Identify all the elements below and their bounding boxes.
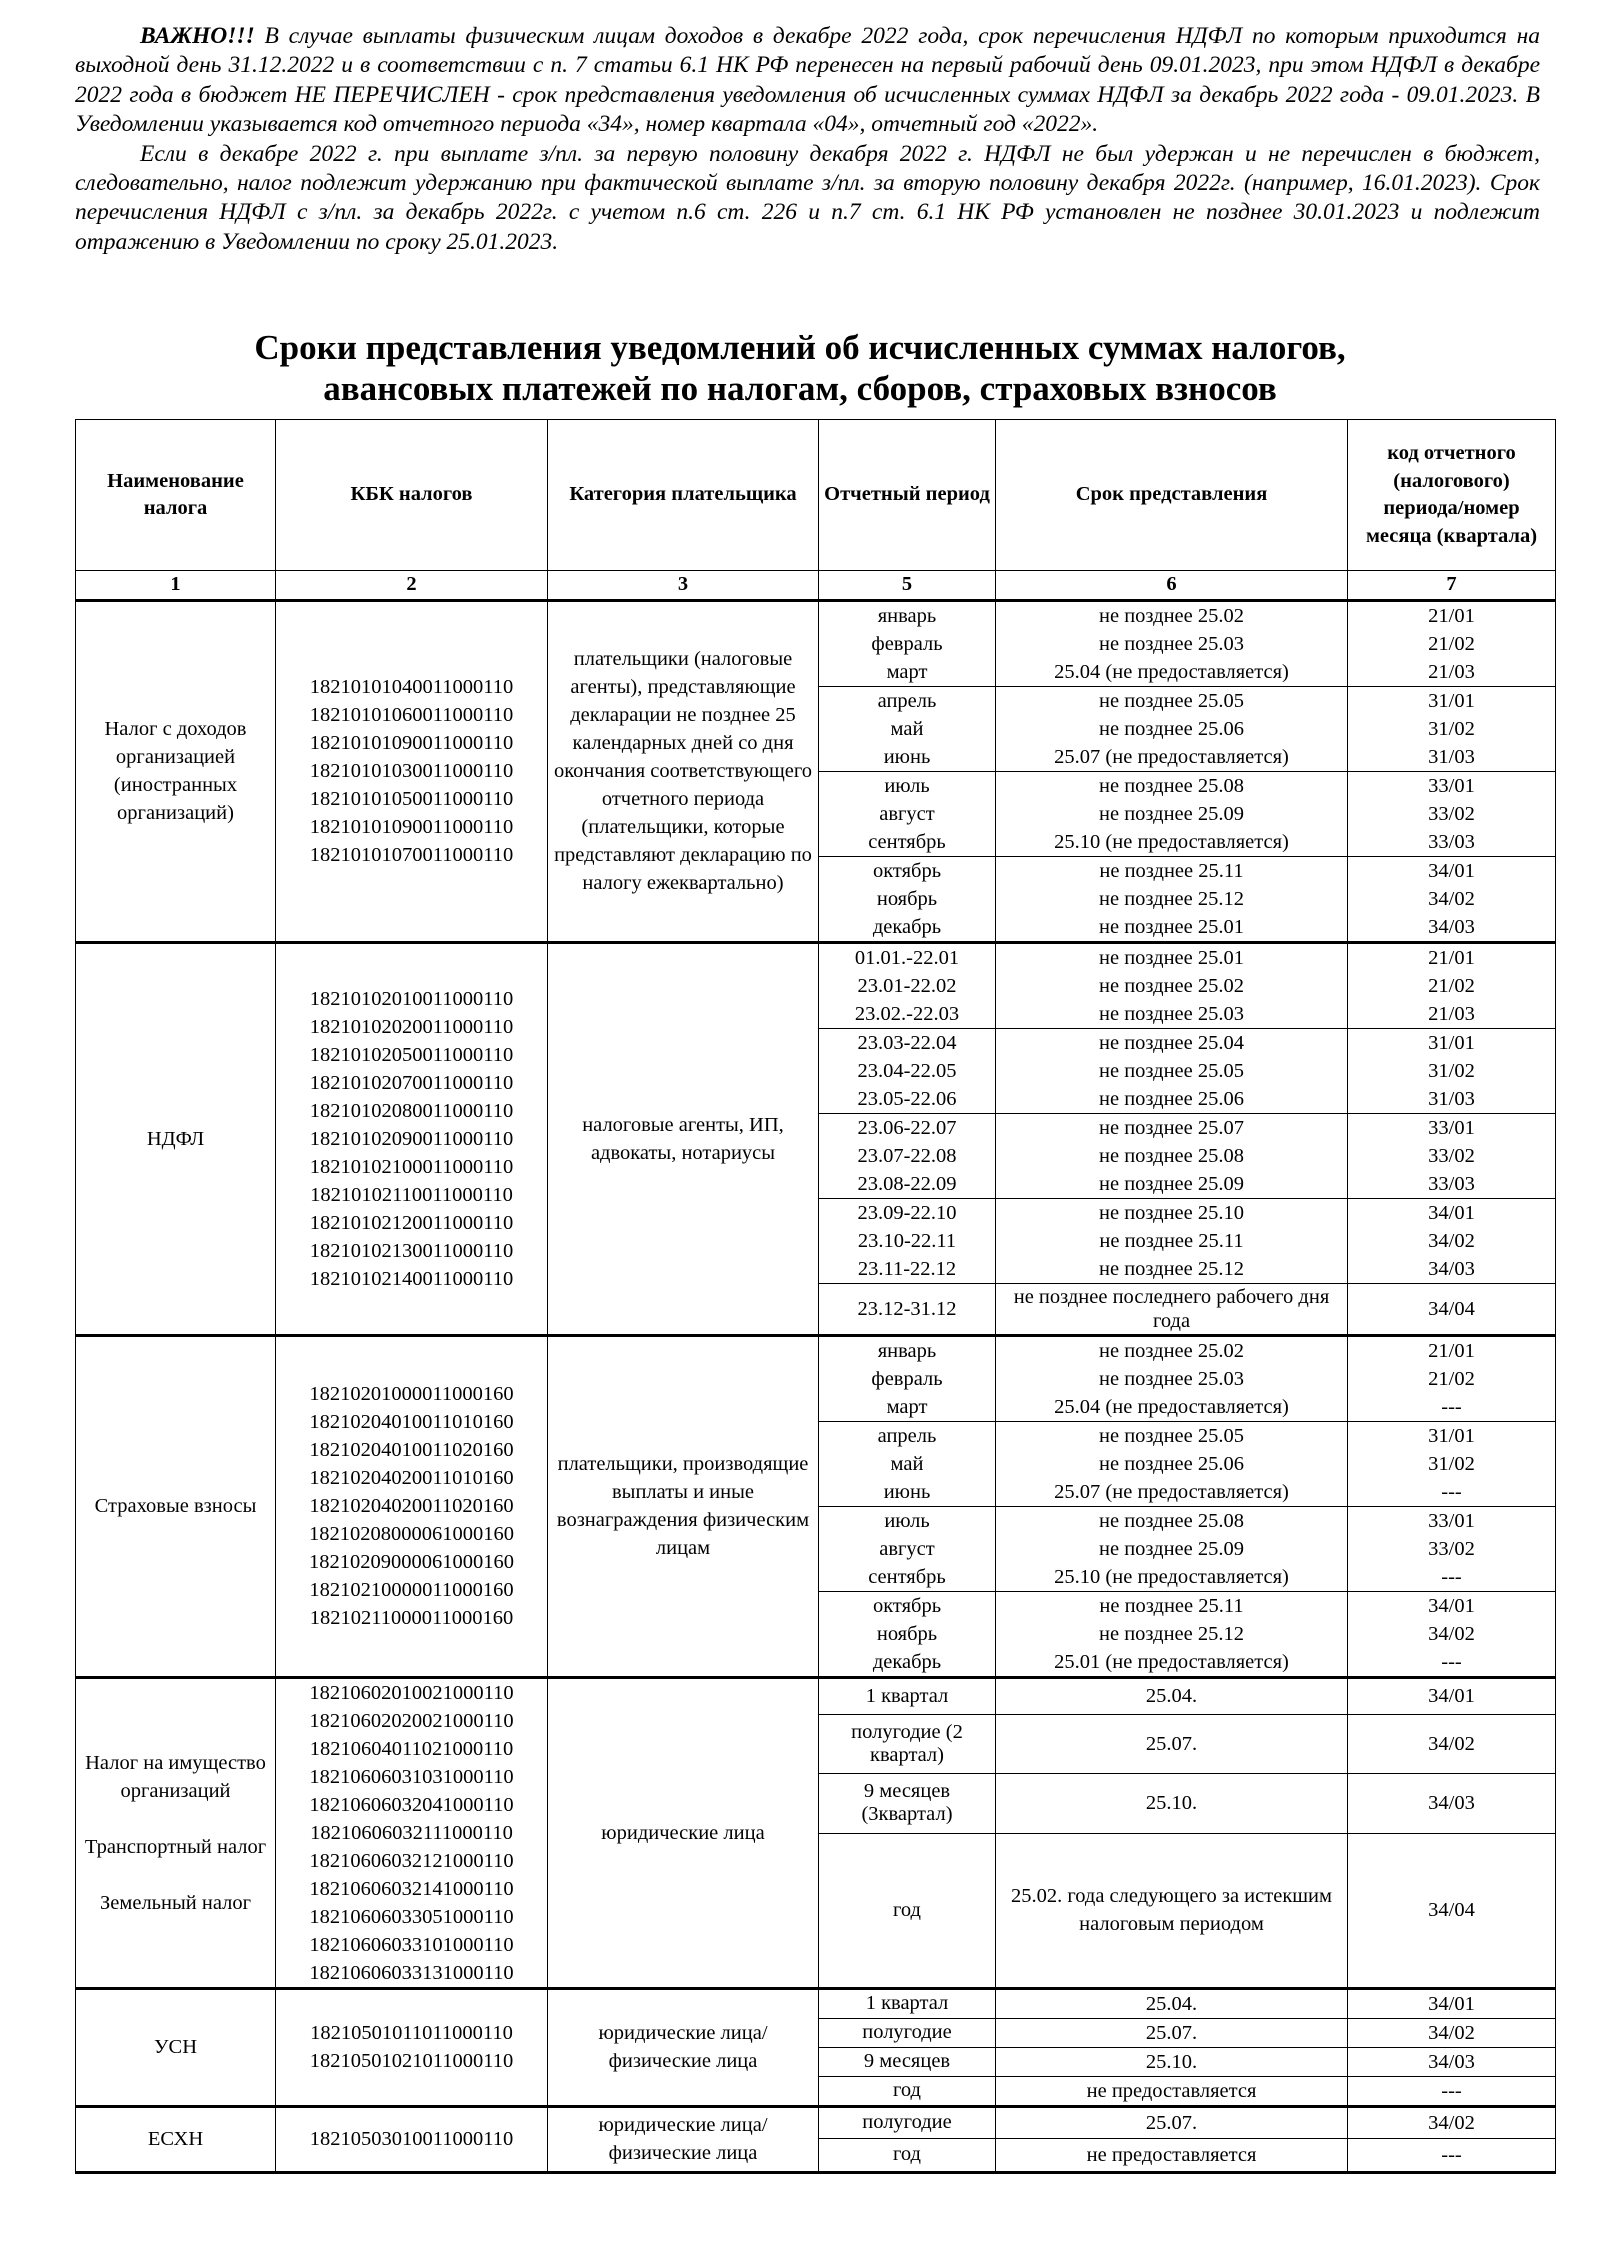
kbk-code: 18210101030011000110 [309, 760, 514, 782]
period-cell [819, 600, 996, 686]
kbk-code: 18210101090011000110 [309, 816, 514, 838]
code-item: 31/01 [1428, 689, 1475, 712]
code-item: 34/04 [1428, 1297, 1475, 1320]
category-cell: плательщики, производящие выплаты и иные вознаграждения физическим лицам [548, 1335, 819, 1677]
deadline-item: не позднее 25.03 [1099, 1002, 1244, 1025]
period-cell [819, 856, 996, 942]
code-item: 21/01 [1428, 1339, 1475, 1362]
deadline-cell [996, 771, 1348, 856]
code-cell [1348, 1421, 1556, 1506]
code-item: --- [1441, 1565, 1462, 1588]
table-row [76, 1988, 1556, 2018]
table-header [76, 420, 1556, 601]
period-item: февраль [871, 1367, 943, 1390]
kbk-code: 18210101070011000110 [309, 844, 514, 866]
period-item: июль [884, 1509, 930, 1532]
kbk-code: 18210606033131000110 [309, 1961, 514, 1984]
kbk-code: 18210204010011010160 [309, 1411, 514, 1433]
deadline-cell: 25.07. [996, 2106, 1348, 2138]
code-cell: 34/02 [1348, 2106, 1556, 2138]
tax-name-line: Земельный налог [100, 1891, 251, 1914]
deadlines-table [75, 419, 1556, 2174]
period-item: 23.09-22.10 [857, 1201, 957, 1224]
period-cell [819, 1113, 996, 1198]
code-cell [1348, 1113, 1556, 1198]
deadline-item: не позднее 25.02 [1099, 604, 1244, 627]
kbk-code: 18210606032041000110 [309, 1793, 514, 1816]
code-item: 31/02 [1428, 1452, 1475, 1475]
code-item: 33/01 [1428, 774, 1475, 797]
deadline-item: не позднее 25.08 [1099, 1144, 1244, 1167]
deadline-cell [996, 1421, 1348, 1506]
period-item: октябрь [872, 859, 942, 882]
period-item: апрель [877, 1424, 937, 1447]
deadline-cell [996, 856, 1348, 942]
deadline-item: 25.10 (не предоставляется) [1054, 1565, 1289, 1588]
code-item: 21/03 [1428, 660, 1475, 683]
deadline-cell: 25.04. [996, 1677, 1348, 1714]
code-item: 31/02 [1428, 717, 1475, 740]
period-item: май [890, 1452, 924, 1475]
deadline-item: не позднее 25.05 [1099, 689, 1244, 712]
code-cell: 34/02 [1348, 1714, 1556, 1773]
kbk-code: 18210102070011000110 [309, 1071, 514, 1094]
header-row [76, 420, 1556, 571]
tax-name-cell: УСН [76, 1988, 276, 2106]
deadline-item: не позднее 25.11 [1099, 1594, 1244, 1617]
period-item: 23.06-22.07 [857, 1116, 957, 1139]
header-period: Отчетный период [819, 420, 996, 571]
period-item: сентябрь [868, 1565, 946, 1588]
code-item: 21/03 [1428, 1002, 1475, 1025]
code-item: 34/02 [1428, 1622, 1475, 1645]
code-cell [1348, 856, 1556, 942]
category-cell: плательщики (налоговые агенты), представляющие декларации не позднее 25 календарных дней со дня окончания соответствующего отчетного периода (плательщики, которые представляют декларацию по налогу ежеквартально) [548, 600, 819, 942]
period-cell: полугодие [819, 2106, 996, 2138]
period-item: 23.01-22.02 [857, 974, 957, 997]
period-cell: 1 квартал [819, 1677, 996, 1714]
code-item: 21/02 [1428, 974, 1475, 997]
period-item: январь [877, 1339, 937, 1362]
kbk-code: 18210606032121000110 [309, 1849, 514, 1872]
section-usn [76, 1988, 1556, 2106]
deadline-cell [996, 942, 1348, 1028]
deadline-item: 25.04 (не предоставляется) [1054, 1395, 1289, 1418]
deadline-cell [996, 1335, 1348, 1421]
code-cell [1348, 1335, 1556, 1421]
period-item: январь [877, 604, 937, 627]
period-item: август [879, 1537, 935, 1560]
kbk-code: 18210501011011000110 [310, 2022, 513, 2044]
table-row [76, 2106, 1556, 2138]
col-number: 6 [996, 571, 1348, 601]
deadline-cell: не предоставляется [996, 2138, 1348, 2172]
header-code: код отчетного (налогового) периода/номер месяца (квартала) [1348, 420, 1556, 571]
header-tax-name: Наименование налога [76, 420, 276, 571]
deadline-item: не позднее 25.12 [1099, 1257, 1244, 1280]
intro-paragraph-2: Если в декабре 2022 г. при выплате з/пл. за первую половину декабря 2022 г. НДФЛ не был удержан и не перечислен в бюджет, следовательно, налог подлежит удержанию при фактической выплате з/пл. за вторую половину декабря 2022г. (например, 16.01.2023). Срок перечисления НДФЛ с з/пл. за декабрь 2022г. с учетом п.6 ст. 226 и п.7 ст. 6.1 НК РФ установлен не позднее 30.01.2023 и подлежит отражению в Уведомлении по сроку 25.01.2023. [75, 140, 1540, 255]
intro-paragraph-1 [75, 22, 1540, 140]
period-cell [819, 1283, 996, 1335]
code-item: --- [1441, 1650, 1462, 1673]
section-property-tax [76, 1677, 1556, 1988]
code-item: 31/03 [1428, 1087, 1475, 1110]
kbk-code: 18210102050011000110 [309, 1043, 514, 1066]
period-item: ноябрь [876, 887, 938, 910]
table-row [76, 600, 1556, 686]
tax-name-cell: НДФЛ [76, 942, 276, 1335]
intro-paragraph-1-text: В случае выплаты физическим лицам доходов в декабре 2022 года, срок перечисления НДФЛ по которым приходится на выходной день 31.12.2022 и в соответствии с п. 7 статьи 6.1 НК РФ перенесен на первый рабочий день 09.01.2023, при этом НДФЛ в декабре 2022 года в бюджет НЕ ПЕРЕЧИСЛЕН - срок представления уведомления об исчисленных суммах НДФЛ за декабрь 2022 года - 09.01.2023. В Уведомлении указывается код отчетного периода «34», номер квартала «04», отчетный год «2022». [75, 23, 1540, 138]
period-item: декабрь [872, 915, 942, 938]
tax-name-cell: Страховые взносы [76, 1335, 276, 1677]
period-item: 23.08-22.09 [857, 1172, 957, 1195]
tax-name-cell: ЕСХН [76, 2106, 276, 2172]
header-kbk: КБК налогов [276, 420, 548, 571]
kbk-code: 18210211000011000160 [309, 1607, 514, 1629]
period-cell [819, 1421, 996, 1506]
deadline-item: не позднее 25.11 [1099, 1229, 1244, 1252]
deadline-cell [996, 1113, 1348, 1198]
deadline-item: не позднее 25.09 [1099, 802, 1244, 825]
period-item: 23.05-22.06 [857, 1087, 957, 1110]
table-row [76, 942, 1556, 1028]
period-item: 23.02.-22.03 [854, 1002, 960, 1025]
deadline-cell [996, 1198, 1348, 1283]
deadline-cell [996, 1028, 1348, 1113]
period-item: март [886, 1395, 928, 1418]
kbk-cell [276, 942, 548, 1335]
kbk-code: 18210606032141000110 [309, 1877, 514, 1900]
code-cell: 34/03 [1348, 1773, 1556, 1833]
period-cell [819, 1506, 996, 1591]
kbk-code: 18210102130011000110 [309, 1239, 514, 1262]
period-item: 01.01.-22.01 [854, 946, 960, 969]
deadline-item: 25.07 (не предоставляется) [1054, 745, 1289, 768]
deadline-item: не позднее 25.11 [1099, 859, 1244, 882]
kbk-cell [276, 1335, 548, 1677]
code-cell [1348, 1198, 1556, 1283]
kbk-code: 18210606033101000110 [309, 1933, 514, 1956]
kbk-code: 18210604011021000110 [309, 1737, 514, 1760]
intro-text [75, 22, 1540, 257]
code-item: 21/02 [1428, 1367, 1475, 1390]
category-cell: налоговые агенты, ИП, адвокаты, нотариусы [548, 942, 819, 1335]
period-cell: год [819, 2138, 996, 2172]
important-label: ВАЖНО!!! [140, 23, 255, 49]
deadline-item: не позднее последнего рабочего дня года [1013, 1285, 1330, 1332]
period-item: декабрь [872, 1650, 942, 1673]
tax-name-cell [76, 1677, 276, 1988]
kbk-code: 18210501021011000110 [309, 2050, 514, 2072]
deadline-item: не позднее 25.10 [1099, 1201, 1244, 1224]
period-cell [819, 1335, 996, 1421]
code-item: 31/01 [1428, 1424, 1475, 1447]
code-item: 33/03 [1428, 1172, 1475, 1195]
code-cell [1348, 600, 1556, 686]
kbk-code: 18210606031031000110 [309, 1765, 514, 1788]
period-item: 23.04-22.05 [857, 1059, 957, 1082]
deadline-cell: 25.07. [996, 1714, 1348, 1773]
kbk-code: 18210503010011000110 [309, 2128, 514, 2150]
code-cell [1348, 1028, 1556, 1113]
deadline-item: не позднее 25.06 [1099, 717, 1244, 740]
col-number: 1 [76, 571, 276, 601]
kbk-code: 18210102080011000110 [309, 1099, 514, 1122]
col-number: 3 [548, 571, 819, 601]
period-item: 23.07-22.08 [857, 1144, 957, 1167]
code-cell [1348, 686, 1556, 771]
code-cell: 34/03 [1348, 2047, 1556, 2076]
title-line-2: авансовых платежей по налогам, сборов, страховых взносов [323, 369, 1277, 408]
code-item: 34/01 [1428, 1594, 1475, 1617]
deadline-item: не позднее 25.12 [1099, 887, 1244, 910]
code-item: 31/03 [1428, 745, 1475, 768]
deadline-cell: 25.10. [996, 2047, 1348, 2076]
deadline-item: не позднее 25.12 [1099, 1622, 1244, 1645]
deadline-cell [996, 1283, 1348, 1335]
kbk-code: 18210201000011000160 [309, 1383, 514, 1405]
section-insurance [76, 1335, 1556, 1677]
section-eskhn [76, 2106, 1556, 2172]
period-cell [819, 1028, 996, 1113]
period-item: октябрь [872, 1594, 942, 1617]
kbk-code: 18210101050011000110 [309, 788, 514, 810]
table-row [76, 1677, 1556, 1714]
code-cell: 34/01 [1348, 1988, 1556, 2018]
deadline-item: 25.01 (не предоставляется) [1054, 1650, 1289, 1673]
code-item: 34/02 [1428, 1229, 1475, 1252]
period-item: июнь [883, 745, 931, 768]
code-cell: 34/04 [1348, 1833, 1556, 1988]
period-item: ноябрь [876, 1622, 938, 1645]
column-numbers-row [76, 571, 1556, 601]
deadline-cell: 25.10. [996, 1773, 1348, 1833]
header-deadline: Срок представления [996, 420, 1348, 571]
period-cell [819, 1198, 996, 1283]
deadline-item: не позднее 25.08 [1099, 1509, 1244, 1532]
code-cell [1348, 942, 1556, 1028]
section-profit-tax [76, 600, 1556, 942]
code-item: 21/01 [1428, 946, 1475, 969]
code-item: 33/01 [1428, 1509, 1475, 1532]
code-cell: 34/01 [1348, 1677, 1556, 1714]
deadline-item: не позднее 25.02 [1099, 1339, 1244, 1362]
kbk-code: 18210209000061000160 [309, 1551, 514, 1573]
deadline-item: 25.10 (не предоставляется) [1054, 830, 1289, 853]
code-item: 31/01 [1428, 1031, 1475, 1054]
kbk-code: 18210102010011000110 [309, 987, 514, 1010]
kbk-code: 18210102090011000110 [309, 1127, 514, 1150]
period-cell: 9 месяцев [819, 2047, 996, 2076]
code-cell [1348, 771, 1556, 856]
deadline-cell [996, 1591, 1348, 1677]
kbk-code: 18210101090011000110 [309, 732, 514, 754]
deadline-cell: 25.07. [996, 2018, 1348, 2047]
period-cell [819, 1591, 996, 1677]
deadline-item: не позднее 25.03 [1099, 1367, 1244, 1390]
deadline-item: не позднее 25.01 [1099, 946, 1244, 969]
period-item: август [879, 802, 935, 825]
kbk-cell [276, 1988, 548, 2106]
code-item: 21/01 [1428, 604, 1475, 627]
code-item: 33/02 [1428, 1144, 1475, 1167]
code-cell [1348, 1591, 1556, 1677]
col-number: 7 [1348, 571, 1556, 601]
tax-name-line: Транспортный налог [84, 1835, 267, 1858]
code-item: 33/01 [1428, 1116, 1475, 1139]
page-title [60, 327, 1540, 409]
category-cell: юридические лица [548, 1677, 819, 1988]
deadline-cell: не предоставляется [996, 2076, 1348, 2106]
period-item: март [886, 660, 928, 683]
deadline-item: не позднее 25.07 [1099, 1116, 1244, 1139]
kbk-code: 18210101040011000110 [309, 676, 514, 698]
deadline-item: не позднее 25.09 [1099, 1537, 1244, 1560]
deadline-cell: 25.04. [996, 1988, 1348, 2018]
deadline-item: не позднее 25.06 [1099, 1087, 1244, 1110]
deadline-item: не позднее 25.02 [1099, 974, 1244, 997]
code-item: 34/01 [1428, 1201, 1475, 1224]
kbk-code: 18210204010011020160 [309, 1439, 514, 1461]
kbk-code: 18210606032111000110 [310, 1821, 513, 1844]
deadline-item: не позднее 25.05 [1099, 1059, 1244, 1082]
period-cell: год [819, 2076, 996, 2106]
code-item: 33/03 [1428, 830, 1475, 853]
code-cell: --- [1348, 2138, 1556, 2172]
kbk-code: 18210102120011000110 [309, 1211, 514, 1234]
code-item: 34/03 [1428, 915, 1475, 938]
period-item: февраль [871, 632, 943, 655]
deadline-cell: 25.02. года следующего за истекшим налоговым периодом [996, 1833, 1348, 1988]
code-item: 33/02 [1428, 1537, 1475, 1560]
kbk-code: 18210210000011000160 [309, 1579, 514, 1601]
code-cell [1348, 1283, 1556, 1335]
kbk-code: 18210102020011000110 [309, 1015, 514, 1038]
period-item: июль [884, 774, 930, 797]
kbk-cell [276, 2106, 548, 2172]
col-number: 5 [819, 571, 996, 601]
period-item: 23.11-22.12 [857, 1257, 957, 1280]
period-cell: полугодие (2 квартал) [819, 1714, 996, 1773]
period-item: май [890, 717, 924, 740]
deadline-item: не позднее 25.01 [1099, 915, 1244, 938]
code-item: 34/02 [1428, 887, 1475, 910]
period-item: 23.03-22.04 [857, 1031, 957, 1054]
deadline-item: не позднее 25.05 [1099, 1424, 1244, 1447]
kbk-code: 18210204020011020160 [309, 1495, 514, 1517]
tax-name-cell: Налог с доходов организацией (иностранных организаций) [76, 600, 276, 942]
period-cell: 9 месяцев (3квартал) [819, 1773, 996, 1833]
period-cell [819, 942, 996, 1028]
section-ndfl [76, 942, 1556, 1335]
kbk-code: 18210602010021000110 [309, 1681, 514, 1704]
period-item: июнь [883, 1480, 931, 1503]
deadline-cell [996, 600, 1348, 686]
tax-name-line: Налог на имущество организаций [85, 1751, 266, 1802]
kbk-code: 18210204020011010160 [309, 1467, 514, 1489]
deadline-cell [996, 686, 1348, 771]
code-cell [1348, 1506, 1556, 1591]
kbk-code: 18210606033051000110 [309, 1905, 514, 1928]
period-item: сентябрь [868, 830, 946, 853]
kbk-code: 18210602020021000110 [309, 1709, 514, 1732]
kbk-code: 18210102140011000110 [309, 1267, 514, 1290]
deadline-item: не позднее 25.04 [1099, 1031, 1244, 1054]
code-item: 34/03 [1428, 1257, 1475, 1280]
period-cell: полугодие [819, 2018, 996, 2047]
code-item: --- [1441, 1480, 1462, 1503]
kbk-cell [276, 600, 548, 942]
kbk-code: 18210102100011000110 [309, 1155, 514, 1178]
period-item: апрель [877, 689, 937, 712]
code-item: 31/02 [1428, 1059, 1475, 1082]
deadline-item: не позднее 25.08 [1099, 774, 1244, 797]
code-item: 33/02 [1428, 802, 1475, 825]
category-cell: юридические лица/ физические лица [548, 2106, 819, 2172]
deadline-item: 25.07 (не предоставляется) [1054, 1480, 1289, 1503]
period-cell: год [819, 1833, 996, 1988]
code-item: --- [1441, 1395, 1462, 1418]
deadline-item: не позднее 25.06 [1099, 1452, 1244, 1475]
code-cell: 34/02 [1348, 2018, 1556, 2047]
code-item: 34/01 [1428, 859, 1475, 882]
header-category: Категория плательщика [548, 420, 819, 571]
col-number: 2 [276, 571, 548, 601]
deadline-item: не позднее 25.09 [1099, 1172, 1244, 1195]
table-row [76, 1335, 1556, 1421]
period-item: 23.10-22.11 [857, 1229, 957, 1252]
period-cell [819, 686, 996, 771]
title-line-1: Сроки представления уведомлений об исчисленных суммах налогов, [254, 328, 1346, 367]
deadline-item: не позднее 25.03 [1099, 632, 1244, 655]
period-cell [819, 771, 996, 856]
category-cell: юридические лица/ физические лица [548, 1988, 819, 2106]
code-cell: --- [1348, 2076, 1556, 2106]
deadline-cell [996, 1506, 1348, 1591]
kbk-code: 18210101060011000110 [309, 704, 514, 726]
code-item: 21/02 [1428, 632, 1475, 655]
period-cell: 1 квартал [819, 1988, 996, 2018]
kbk-code: 18210208000061000160 [309, 1523, 514, 1545]
deadline-item: 25.04 (не предоставляется) [1054, 660, 1289, 683]
period-item: 23.12-31.12 [857, 1297, 957, 1320]
kbk-code: 18210102110011000110 [310, 1183, 513, 1206]
kbk-cell [276, 1677, 548, 1988]
